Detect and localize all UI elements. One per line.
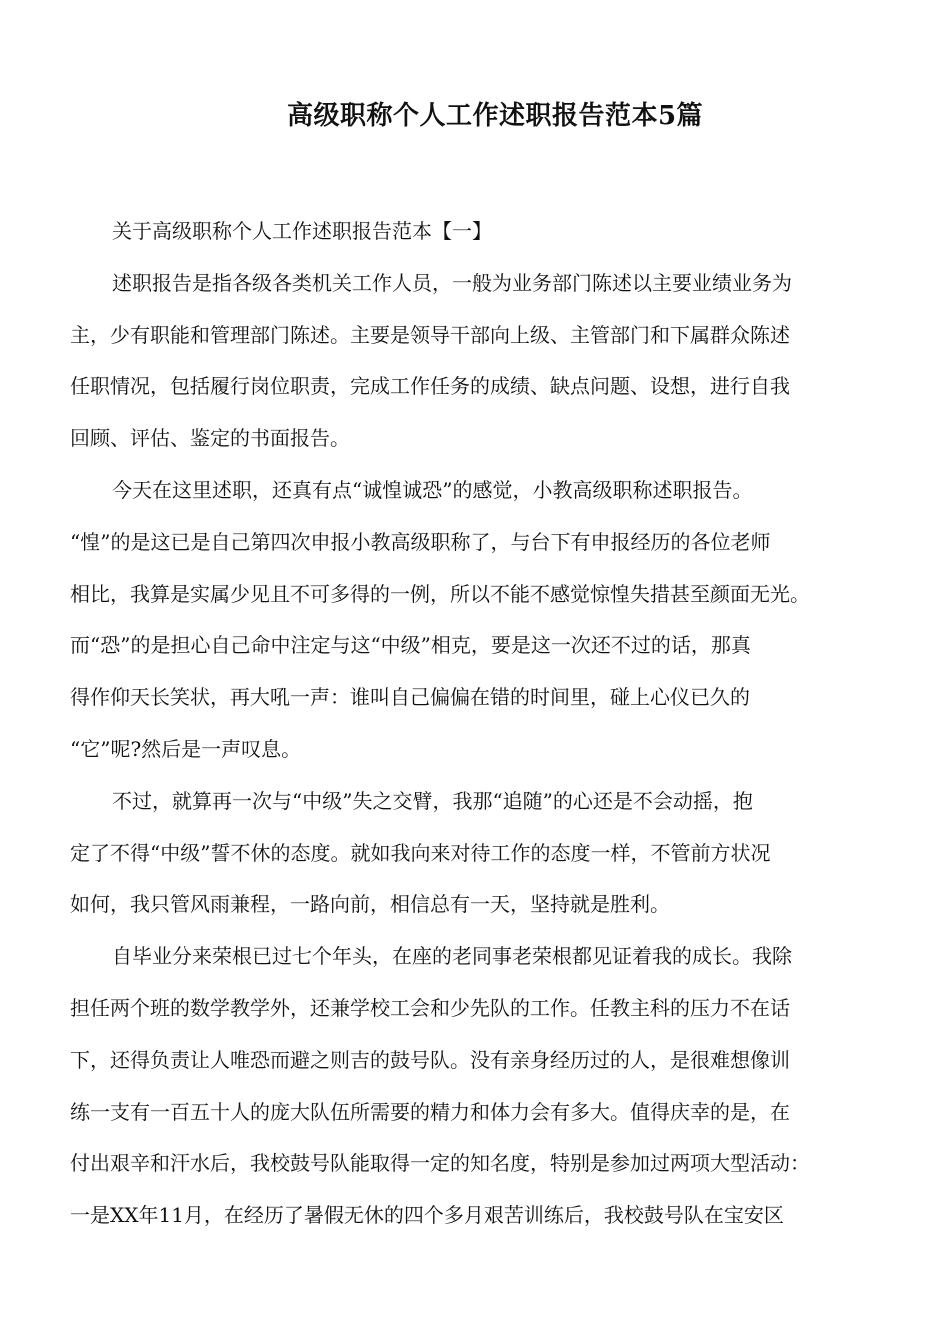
paragraph-line: 付出艰辛和汗水后，我校鼓号队能取得一定的知名度，特别是参加过两项大型活动：	[70, 1151, 810, 1176]
paragraph-line: 一是XX年11月，在经历了暑假无休的四个多月艰苦训练后，我校鼓号队在宝安区	[70, 1203, 784, 1228]
paragraph-line: 练一支有一百五十人的庞大队伍所需要的精力和体力会有多大。值得庆幸的是，在	[70, 1099, 790, 1124]
paragraph-line: 而“恐”的是担心自己命中注定与这“中级”相克，要是这一次还不过的话，那真	[70, 633, 751, 658]
paragraph-line: 述职报告是指各级各类机关工作人员，一般为业务部门陈述以主要业绩业务为	[112, 270, 792, 295]
paragraph-line: “它”呢?然后是一声叹息。	[70, 736, 302, 761]
paragraph-line: 任职情况，包括履行岗位职责，完成工作任务的成绩、缺点问题、设想，进行自我	[70, 374, 790, 399]
document-body	[70, 206, 882, 1242]
section-heading	[70, 206, 882, 258]
paragraph-line: “惶”的是这已是自己第四次申报小教高级职称了，与台下有申报经历的各位老师	[70, 529, 771, 554]
paragraph-line: 今天在这里述职，还真有点“诚惶诚恐”的感觉，小教高级职称述职报告。	[112, 477, 753, 502]
paragraph-3	[70, 776, 882, 931]
paragraph-line: 自毕业分来荣根已过七个年头，在座的老同事老荣根都见证着我的成长。我除	[112, 944, 792, 969]
paragraph-1	[70, 258, 882, 465]
paragraph-line: 回顾、评估、鉴定的书面报告。	[70, 426, 350, 451]
paragraph-line: 相比，我算是实属少见且不可多得的一例，所以不能不感觉惊惶失措甚至颜面无光。	[70, 581, 810, 606]
document-title: 高级职称个人工作述职报告范本5篇	[286, 101, 704, 131]
paragraph-2	[70, 465, 882, 776]
paragraph-line: 担任两个班的数学教学外，还兼学校工会和少先队的工作。任教主科的压力不在话	[70, 995, 790, 1020]
paragraph-4	[70, 931, 882, 1242]
paragraph-line: 如何，我只管风雨兼程，一路向前，相信总有一天，坚持就是胜利。	[70, 892, 670, 917]
paragraph-line: 得作仰天长笑状，再大吼一声：谁叫自己偏偏在错的时间里，碰上心仪已久的	[70, 685, 750, 710]
paragraph-line: 不过，就算再一次与“中级”失之交臂，我那“追随”的心还是不会动摇，抱	[112, 788, 753, 813]
paragraph-line: 定了不得“中级”誓不休的态度。就如我向来对待工作的态度一样，不管前方状况	[70, 840, 771, 865]
paragraph-line: 主，少有职能和管理部门陈述。主要是领导干部向上级、主管部门和下属群众陈述	[70, 322, 790, 347]
paragraph-line: 下，还得负责让人唯恐而避之则吉的鼓号队。没有亲身经历过的人，是很难想像训	[70, 1047, 790, 1072]
section-heading-text: 关于高级职称个人工作述职报告范本【一】	[112, 219, 492, 243]
